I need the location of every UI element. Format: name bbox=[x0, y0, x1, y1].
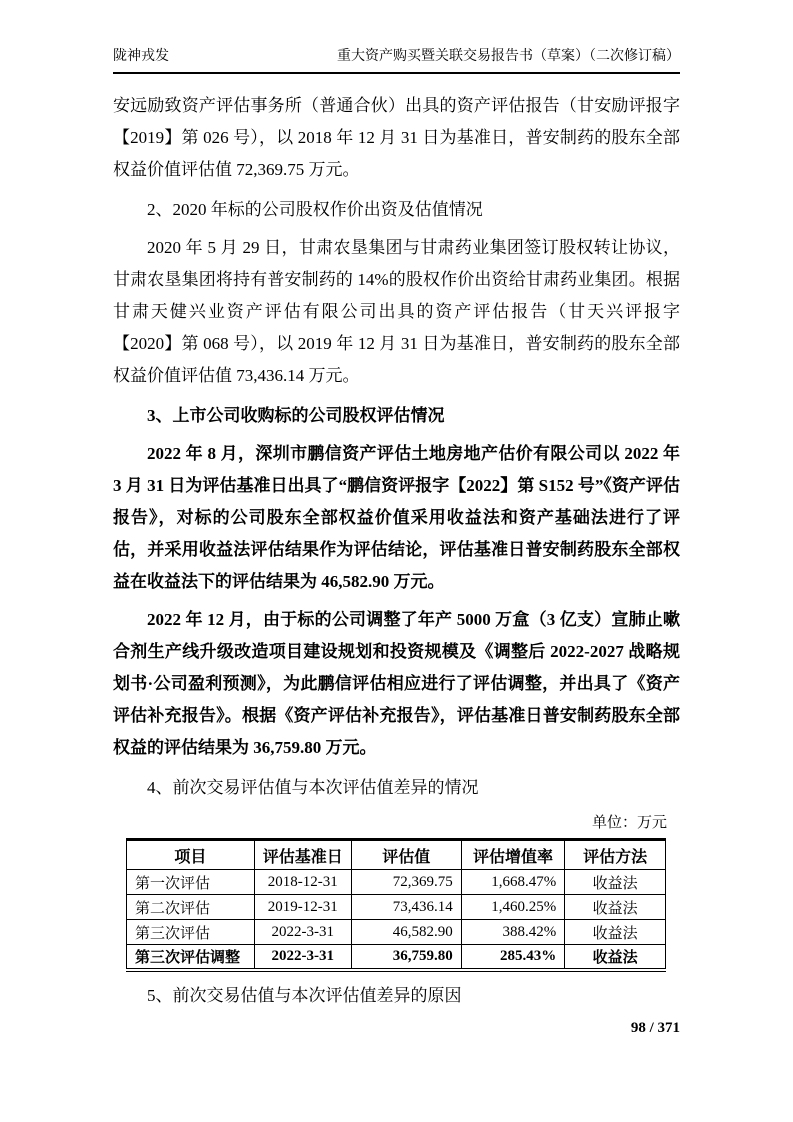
table-cell: 第一次评估 bbox=[127, 870, 255, 895]
table-cell: 第三次评估调整 bbox=[127, 945, 255, 970]
table-header-item: 项目 bbox=[127, 840, 255, 870]
table-cell: 第二次评估 bbox=[127, 895, 255, 920]
table-row-adjusted bbox=[127, 945, 666, 970]
table-cell: 388.42% bbox=[461, 920, 564, 945]
table-header-appreciation-rate: 评估增值率 bbox=[461, 840, 564, 870]
table-cell: 46,582.90 bbox=[351, 920, 461, 945]
table-cell: 收益法 bbox=[565, 945, 666, 970]
table-row bbox=[127, 895, 666, 920]
table-cell: 收益法 bbox=[565, 895, 666, 920]
table-header-base-date: 评估基准日 bbox=[254, 840, 351, 870]
table-row bbox=[127, 920, 666, 945]
table-cell: 第三次评估 bbox=[127, 920, 255, 945]
table-cell: 1,668.47% bbox=[461, 870, 564, 895]
paragraph-2022-aug-valuation: 2022 年 8 月，深圳市鹏信资产评估土地房地产估价有限公司以 2022 年 3 月 31 日为评估基准日出具了“鹏信资评报字【2022】第 S152 号”《资产评估报告》，对标的公司股东全部权益价值采用收益法和资产基础法进行了评估，并采用收益法评估结果作为评估结论，评估基准日普安制药股东全部权益在收益法下的评估结果为 46,582.90 万元。 bbox=[113, 444, 680, 591]
table-cell: 2019-12-31 bbox=[254, 895, 351, 920]
table-cell: 2018-12-31 bbox=[254, 870, 351, 895]
section-heading-3: 3、上市公司收购标的公司股权评估情况 bbox=[147, 406, 445, 425]
page-header bbox=[113, 48, 680, 74]
header-report-title: 重大资产购买暨关联交易报告书（草案）（二次修订稿） bbox=[337, 49, 680, 64]
paragraph-2022-dec-adjustment: 2022 年 12 月，由于标的公司调整了年产 5000 万盒（3 亿支）宣肺止嗽合剂生产线升级改造项目建设规划和投资规模及《调整后 2022-2027 战略规划书·公司盈利预测》，为此鹏信评估相应进行了评估调整，并出具了《资产评估补充报告》。根据《资产评估补充报告》，评估基准日普安制药股东全部权益的评估结果为 36,759.80 万元。 bbox=[113, 610, 680, 757]
table-cell: 收益法 bbox=[565, 870, 666, 895]
valuation-comparison-table bbox=[126, 838, 666, 972]
table-cell: 1,460.25% bbox=[461, 895, 564, 920]
table-header-method: 评估方法 bbox=[565, 840, 666, 870]
section-heading-5: 5、前次交易估值与本次评估值差异的原因 bbox=[147, 985, 462, 1005]
table-cell: 收益法 bbox=[565, 920, 666, 945]
section-heading-2: 2、2020 年标的公司股权作价出资及估值情况 bbox=[147, 200, 483, 219]
table-cell: 2022-3-31 bbox=[254, 945, 351, 970]
table-header-value: 评估值 bbox=[351, 840, 461, 870]
section-heading-4: 4、前次交易评估值与本次评估值差异的情况 bbox=[147, 778, 479, 797]
table-cell: 2022-3-31 bbox=[254, 920, 351, 945]
paragraph-2020-valuation: 2020 年 5 月 29 日，甘肃农垦集团与甘肃药业集团签订股权转让协议，甘肃农垦集团将持有普安制药的 14%的股权作价出资给甘肃药业集团。根据甘肃天健兴业资产评估有限公司出具的资产评估报告（甘天兴评报字【2020】第 068 号），以 2019 年 12 月 31 日为基准日，普安制药的股东全部权益价值评估值 73,436.14 万元。 bbox=[113, 238, 680, 385]
paragraph-continuation: 安远励致资产评估事务所（普通合伙）出具的资产评估报告（甘安励评报字【2019】第 026 号），以 2018 年 12 月 31 日为基准日，普安制药的股东全部权益价值评估值 72,369.75 万元。 bbox=[113, 96, 680, 179]
table-header-row bbox=[127, 840, 666, 870]
table-cell: 72,369.75 bbox=[351, 870, 461, 895]
table-cell: 36,759.80 bbox=[351, 945, 461, 970]
header-company-name: 陇神戎发 bbox=[113, 49, 169, 64]
page-number: 98 / 371 bbox=[630, 1020, 680, 1036]
table-cell: 73,436.14 bbox=[351, 895, 461, 920]
table-cell: 285.43% bbox=[461, 945, 564, 970]
table-unit-note: 单位：万元 bbox=[591, 815, 667, 831]
table-row bbox=[127, 870, 666, 895]
